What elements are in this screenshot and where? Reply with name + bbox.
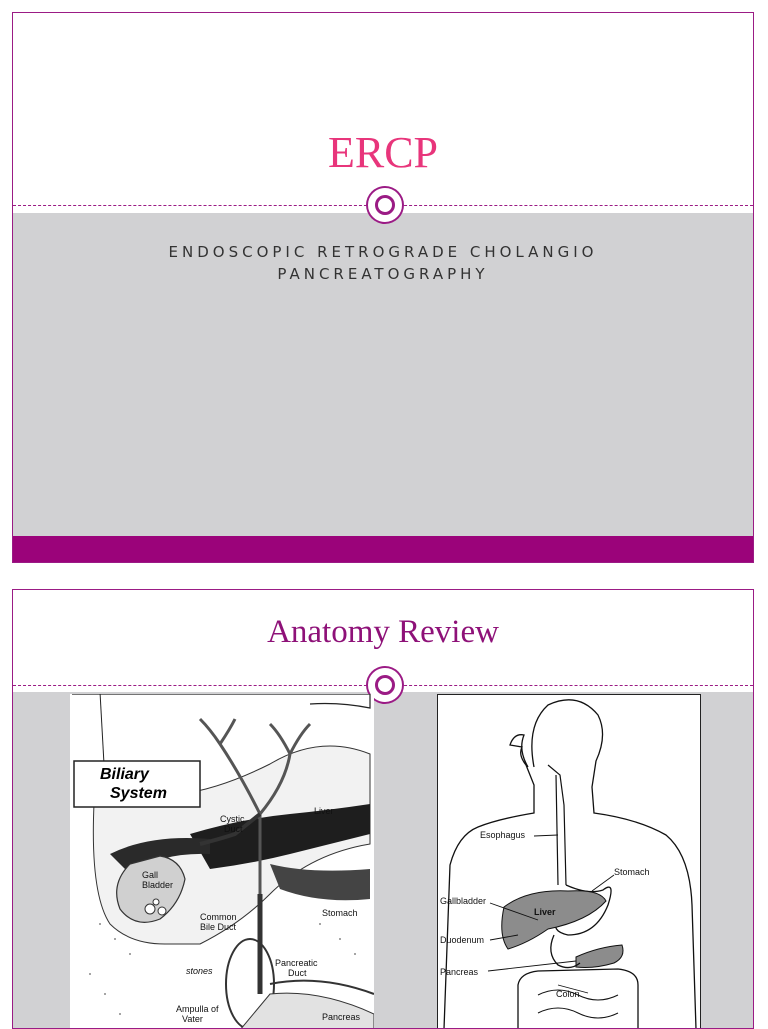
label-esophagus: Esophagus: [480, 830, 526, 840]
label-pancreas: Pancreas: [322, 1012, 361, 1022]
label-gall-bladder-2: Bladder: [142, 880, 174, 890]
biliary-heading-line-2: System: [110, 785, 167, 802]
label-cystic-duct-1: Cystic: [220, 814, 245, 824]
slide-title: ERCP: [327, 128, 439, 177]
label-pancreas: Pancreas: [440, 967, 479, 977]
label-liver: Liver: [314, 806, 334, 816]
digestive-system-figure: [437, 694, 701, 1029]
label-common-bile-duct-2: Bile Duct: [200, 922, 237, 932]
anatomy-slide: [12, 589, 754, 1029]
footer-bar: [13, 536, 753, 562]
label-pancreatic-duct-2: Duct: [288, 968, 307, 978]
label-liver: Liver: [534, 907, 556, 917]
label-colon: Colon: [556, 989, 580, 999]
divider-ring-icon: [368, 188, 402, 222]
subtitle-line-1: ENDOSCOPIC RETROGRADE CHOLANGIO: [168, 243, 598, 261]
title-area: [13, 13, 753, 206]
label-gallbladder: Gallbladder: [440, 896, 487, 906]
label-cystic-duct-2: Duct: [224, 824, 243, 834]
biliary-illustration: [70, 694, 374, 1029]
biliary-heading-line-1: Biliary: [100, 766, 149, 783]
title-slide: [12, 12, 754, 563]
slide-title: Anatomy Review: [267, 614, 499, 650]
label-pancreatic-duct-1: Pancreatic: [275, 958, 318, 968]
slide-subtitle: [13, 241, 753, 285]
digestive-illustration: [438, 695, 700, 1029]
label-stomach: Stomach: [322, 908, 358, 918]
label-ampulla-2: Vater: [182, 1014, 203, 1024]
label-stomach: Stomach: [614, 867, 650, 877]
biliary-system-figure: [70, 694, 374, 1029]
label-ampulla-1: Ampulla of: [176, 1004, 219, 1014]
label-gall-bladder-1: Gall: [142, 870, 159, 880]
label-duodenum: Duodenum: [440, 935, 485, 945]
label-common-bile-duct-1: Common: [200, 912, 237, 922]
subtitle-line-2: PANCREATOGRAPHY: [277, 265, 489, 283]
label-stones: stones: [186, 966, 213, 976]
